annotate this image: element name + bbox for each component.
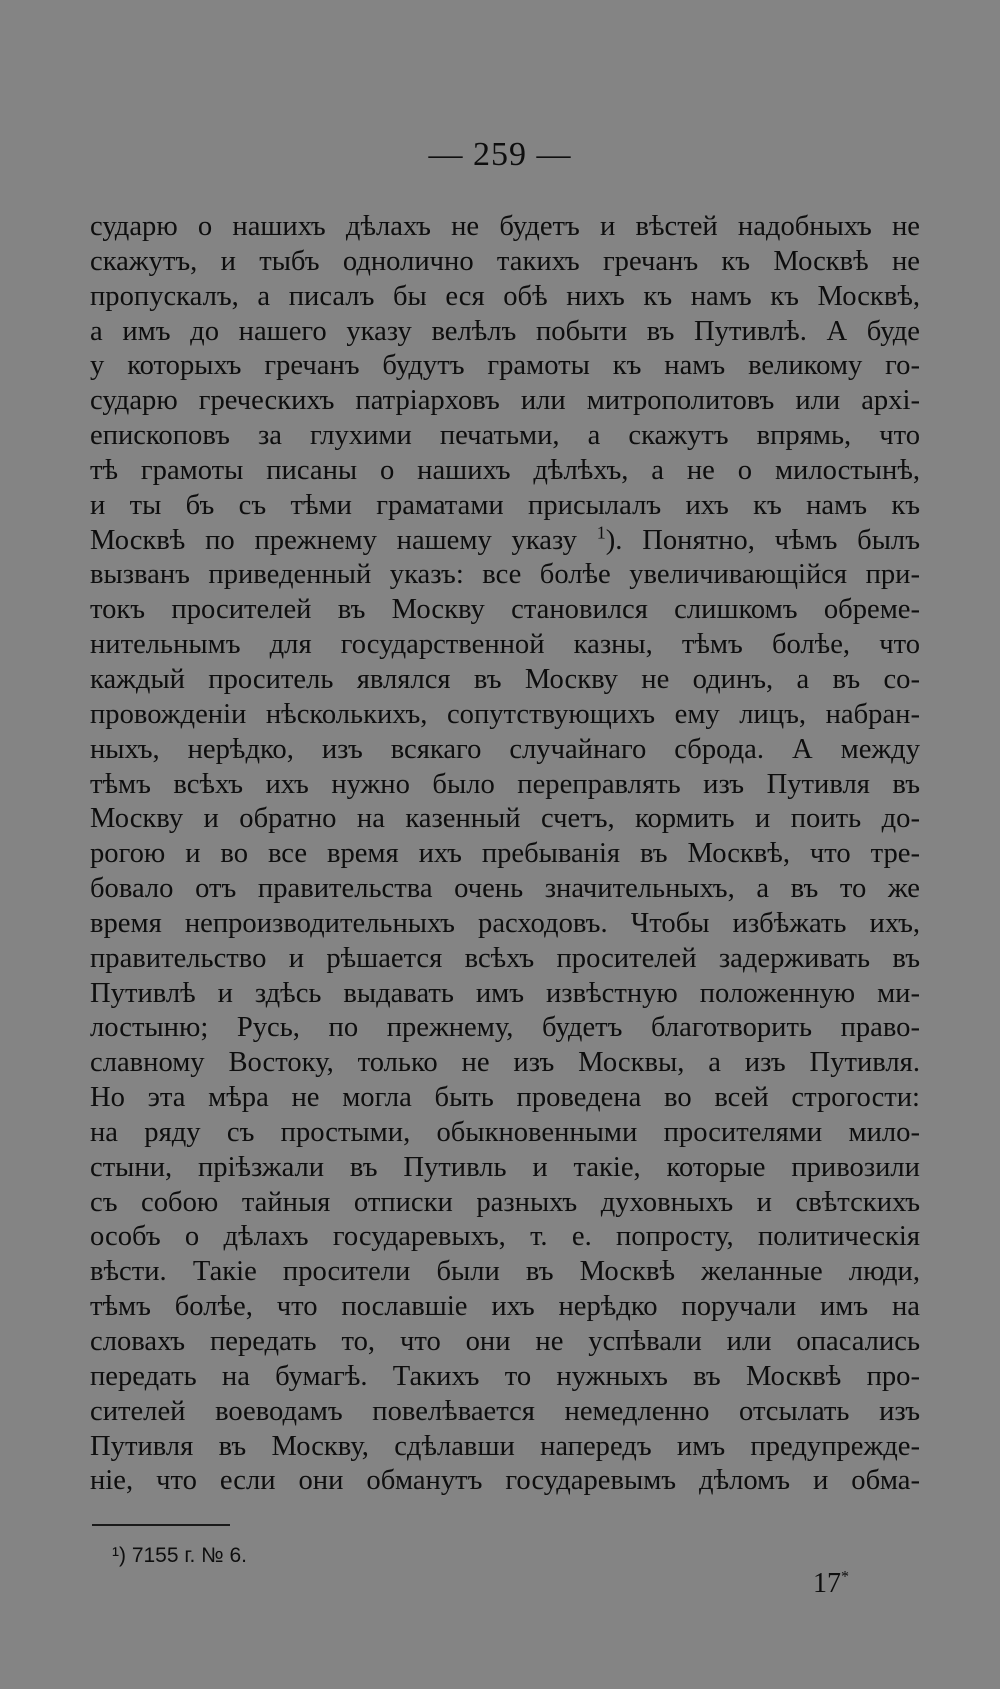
body-text xyxy=(90,210,920,1499)
text-line: правительство и рѣшается всѣхъ просителей задерживать въ xyxy=(90,942,920,974)
text-line: сударю греческихъ патріарховъ или митрополитовъ или архі- xyxy=(90,385,920,417)
text-line: сителей воеводамъ повелѣвается немедленно отсылать изъ xyxy=(90,1395,920,1427)
text-line: тѣмъ всѣхъ ихъ нужно было переправлять изъ Путивля въ xyxy=(90,768,920,800)
text-line: пропускалъ, а писалъ бы еся обѣ нихъ къ намъ къ Москвѣ, xyxy=(90,280,920,312)
text-line: каждый проситель являлся въ Москву не одинъ, а въ со- xyxy=(90,663,920,695)
text-line: вызванъ приведенный указъ: все болѣе увеличивающійся при- xyxy=(90,559,920,591)
text-line: вѣсти. Такіе просители были въ Москвѣ желанные люди, xyxy=(90,1256,920,1288)
text-line: Путивлѣ и здѣсь выдавать имъ извѣстную положенную ми- xyxy=(90,977,920,1009)
text-line: съ собою тайныя отписки разныхъ духовныхъ и свѣтскихъ xyxy=(90,1186,920,1218)
text-line: на ряду съ простыми, обыкновенными просителями мило- xyxy=(90,1116,920,1148)
text-line: тѣ грамоты писаны о нашихъ дѣлѣхъ, а не о милостынѣ, xyxy=(90,454,920,486)
text-segment: ). Понятно, чѣмъ былъ xyxy=(605,524,920,556)
text-segment: Москвѣ по прежнему нашему указу xyxy=(90,524,577,556)
text-line: время непроизводительныхъ расходовъ. Чтобы избѣжать ихъ, xyxy=(90,907,920,939)
text-line: епископовъ за глухими печатьми, а скажутъ впрямь, что xyxy=(90,420,920,452)
signature-number: 17 xyxy=(813,1568,841,1599)
text-line: Москву и обратно на казенный счетъ, кормить и поить до- xyxy=(90,803,920,835)
footnote-marker: 1 xyxy=(596,522,606,543)
printer-signature xyxy=(813,1568,849,1600)
text-line: особъ о дѣлахъ государевыхъ, т. е. попросту, политическія xyxy=(90,1221,920,1253)
text-line: рогою и во все время ихъ пребыванія въ Москвѣ, что тре- xyxy=(90,838,920,870)
text-line: у которыхъ гречанъ будутъ грамоты къ намъ великому го- xyxy=(90,350,920,382)
footnote-divider xyxy=(92,1524,230,1526)
text-line: Путивля въ Москву, сдѣлавши напередъ имъ предупрежде- xyxy=(90,1430,920,1462)
text-line: лостыню; Русь, по прежнему, будетъ благотворить право- xyxy=(90,1012,920,1044)
footnote: ¹) 7155 г. № 6. xyxy=(112,1544,248,1567)
text-line: ныхъ, нерѣдко, изъ всякаго случайнаго сброда. А между xyxy=(90,733,920,765)
text-line: словахъ передать то, что они не успѣвали или опасались xyxy=(90,1326,920,1357)
text-line: стыни, пріѣзжали въ Путивль и такіе, которые привозили xyxy=(90,1151,920,1183)
text-line: бовало отъ правительства очень значительныхъ, а въ то же xyxy=(90,873,920,905)
text-line-with-footnote xyxy=(90,524,920,559)
signature-mark: * xyxy=(841,1568,849,1586)
text-line: Но эта мѣра не могла быть проведена во всей строгости: xyxy=(90,1082,920,1114)
text-line: токъ просителей въ Москву становился слишкомъ обреме- xyxy=(90,594,920,626)
text-line: ніе, что если они обманутъ государевымъ дѣломъ и обма- xyxy=(90,1465,920,1497)
text-line: тѣмъ болѣе, что пославшіе ихъ нерѣдко поручали имъ на xyxy=(90,1291,920,1323)
text-line: нительнымъ для государственной казны, тѣмъ болѣе, что xyxy=(90,629,920,661)
page-number: — 259 — xyxy=(428,136,572,173)
text-line: славному Востоку, только не изъ Москвы, а изъ Путивля. xyxy=(90,1047,920,1079)
text-line: провожденіи нѣсколькихъ, сопутствующихъ ему лицъ, набран- xyxy=(90,698,920,730)
text-line: передать на бумагѣ. Такихъ то нужныхъ въ Москвѣ про- xyxy=(90,1360,920,1392)
text-line: сударю о нашихъ дѣлахъ не будетъ и вѣстей надобныхъ не xyxy=(90,211,920,242)
text-line: скажутъ, и тыбъ однолично такихъ гречанъ къ Москвѣ не xyxy=(90,245,920,277)
text-line: а имъ до нашего указу велѣлъ побыти въ Путивлѣ. А буде xyxy=(90,315,920,347)
text-line: и ты бъ съ тѣми граматами присылалъ ихъ къ намъ къ xyxy=(90,489,920,521)
